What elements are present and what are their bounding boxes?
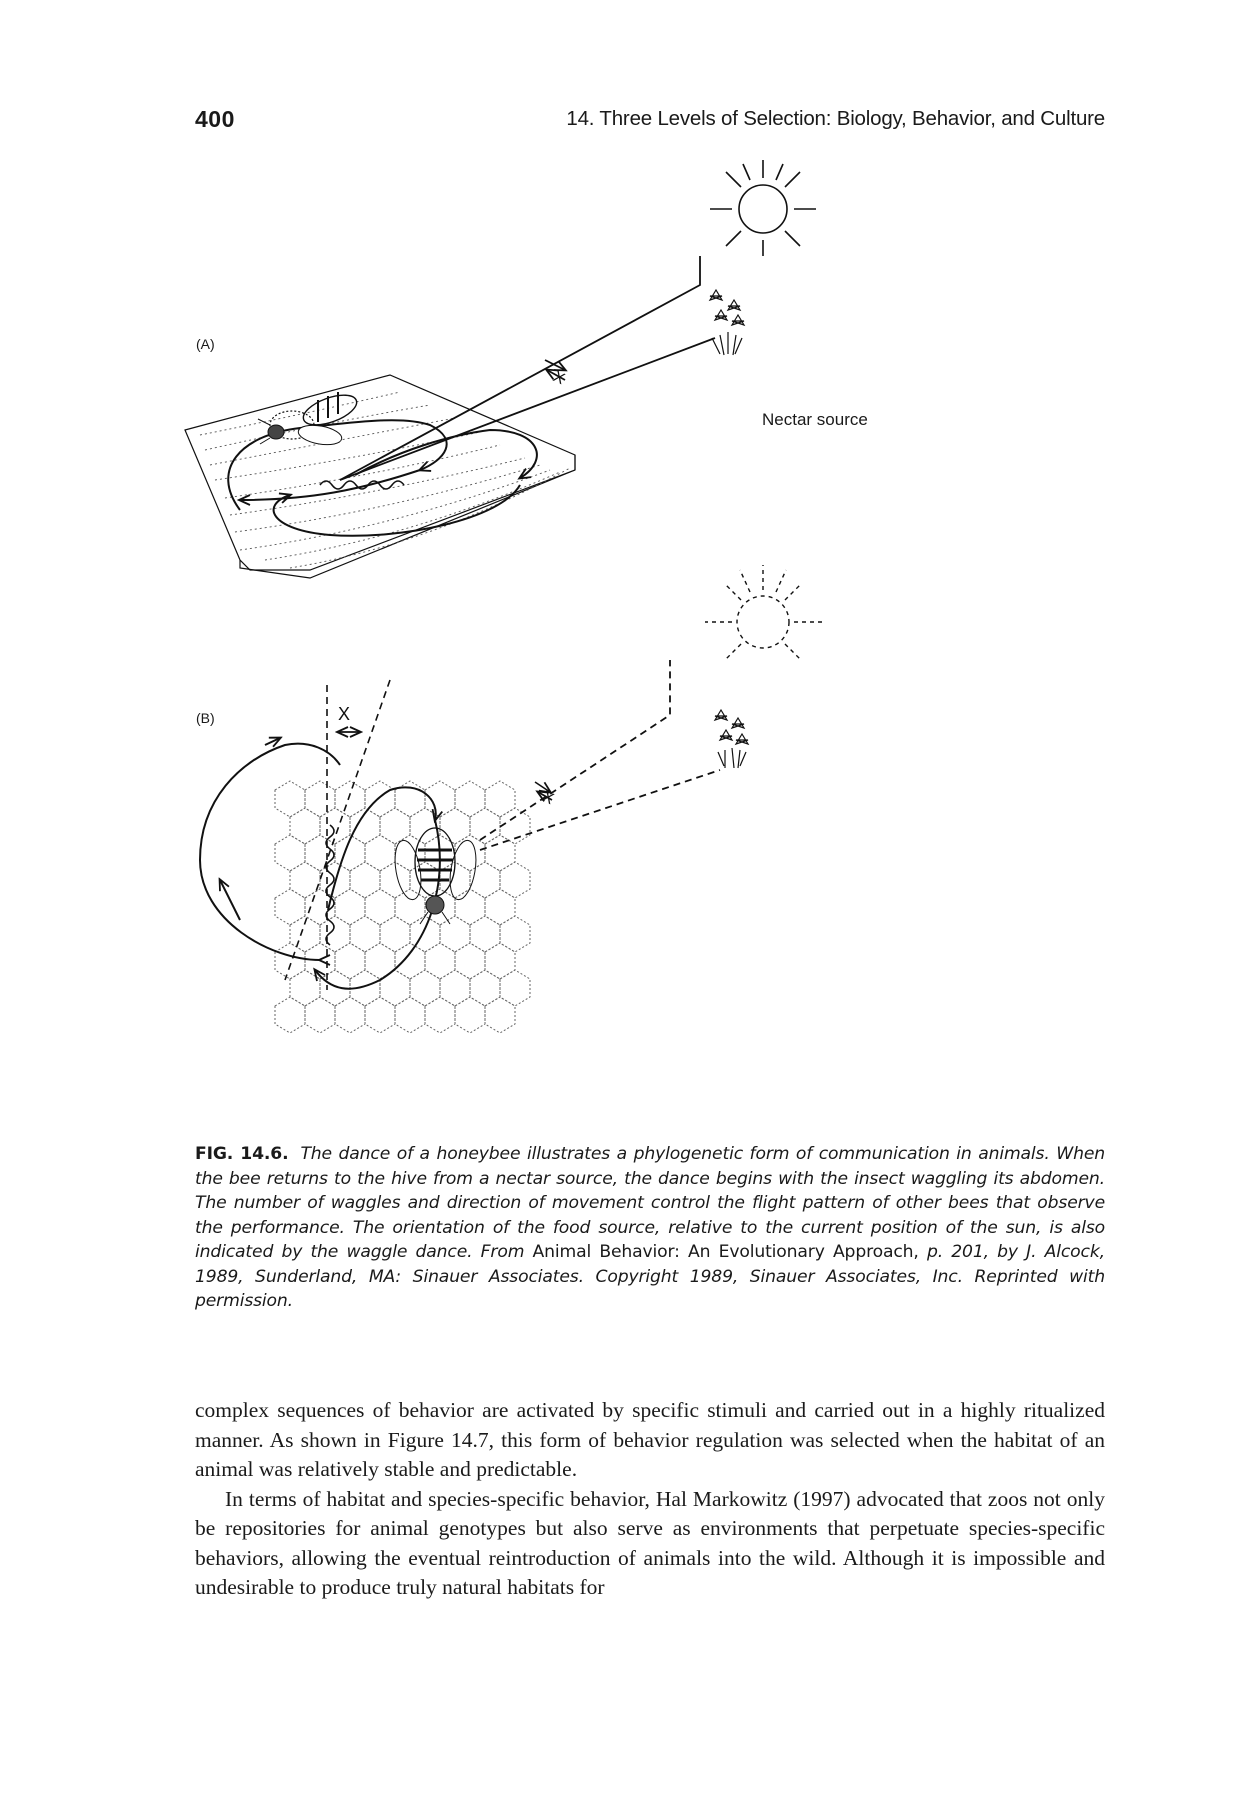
panel-b-direction-lines xyxy=(480,660,720,850)
paragraph-1: complex sequences of behavior are activated by specific stimuli and carried out in a highly ritualized manner. As shown in Figure 14.7, this form of behavior regulation was selected when the habitat of an animal was relatively stable and predictable. xyxy=(195,1398,1105,1481)
paragraph-2: In terms of habitat and species-specific behavior, Hal Markowitz (1997) advocated that zoos not only be repositories for animal genotypes but also serve as environments that perpetuate species-specific behaviors, allowing the eventual reintroduction of animals into the wild. Although it is impossible and undesirable to produce truly natural habitats for xyxy=(195,1486,1105,1599)
panel-a-flower-icon xyxy=(710,290,744,355)
panel-b-flower-icon xyxy=(715,710,748,768)
panel-b-vertical-reference xyxy=(285,680,390,990)
panel-b-angle-label: X xyxy=(539,788,557,809)
figure-label: FIG. 14.6. xyxy=(195,1144,289,1164)
body-text xyxy=(195,1396,1105,1603)
panel-a-comb-slab xyxy=(185,375,575,578)
panel-b-honeycomb xyxy=(275,781,530,1033)
honeybee-dance-figure xyxy=(180,160,940,1140)
panel-b-bee-icon xyxy=(391,828,480,924)
panel-a-direction-lines xyxy=(340,256,715,480)
panel-a-angle-label: X xyxy=(550,368,568,389)
caption-text: The dance of a honeybee illustrates a phylogenetic form of communication in animals. When the bee returns to the hive from a nectar source, the dance begins with the insect waggling its abdomen. The number of waggles and direction of movement control the flight pattern of other bees that observe the performance. The orientation of the food source, relative to the current position of the sun, is also indicated by the waggle dance. From xyxy=(195,1144,1105,1262)
panel-b-sun xyxy=(705,565,822,660)
panel-b-waggle-dance-path xyxy=(200,738,440,989)
panel-a-label: (A) xyxy=(196,336,215,352)
running-head: 14. Three Levels of Selection: Biology, Behavior, and Culture xyxy=(566,107,1105,130)
figure-illustration xyxy=(180,160,940,1140)
panel-a-sun xyxy=(710,160,816,256)
caption-citation: p. 201, by J. Alcock, 1989, Sunderland, MA: Sinauer Associates. Copyright 1989, Sinauer Associates, Inc. Reprinted with permission. xyxy=(195,1242,1105,1311)
panel-a-bee-icon xyxy=(258,389,360,448)
figure-caption xyxy=(195,1142,1105,1314)
caption-source-title: Animal Behavior: An Evolutionary Approach, xyxy=(532,1242,919,1262)
panel-b-angle-label-top: X xyxy=(338,704,351,724)
page-number: 400 xyxy=(195,106,235,132)
panel-b-label: (B) xyxy=(196,710,215,726)
nectar-source-label: Nectar source xyxy=(762,410,868,429)
